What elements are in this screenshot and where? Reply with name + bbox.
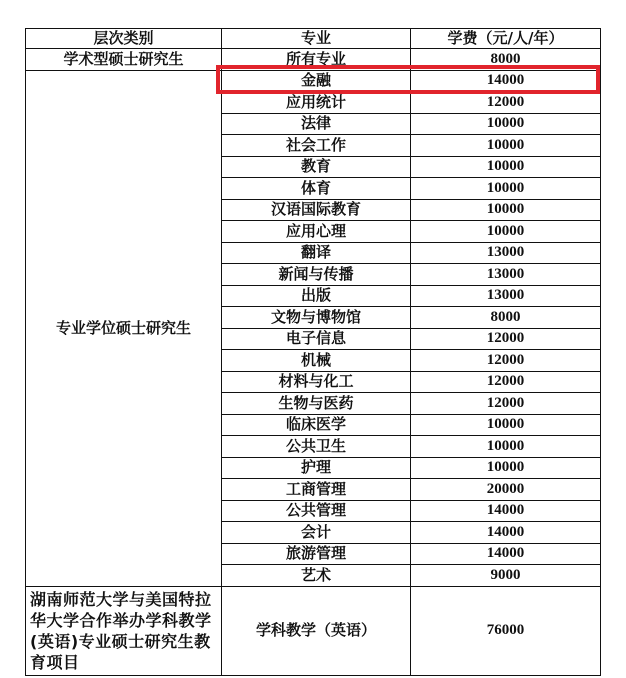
major-cell: 生物与医药 — [222, 393, 411, 415]
category-joint-program: 湖南师范大学与美国特拉华大学合作举办学科教学(英语)专业硕士研究生教育项目 — [26, 586, 222, 675]
fee-cell: 10000 — [411, 113, 601, 135]
table-row-joint-program — [26, 586, 601, 675]
header-category: 层次类别 — [26, 29, 222, 49]
fee-cell: 14000 — [411, 500, 601, 522]
major-cell: 所有专业 — [222, 49, 411, 71]
fee-cell: 9000 — [411, 565, 601, 587]
table-row-academic — [26, 49, 601, 71]
fee-cell: 13000 — [411, 285, 601, 307]
major-cell: 旅游管理 — [222, 543, 411, 565]
major-cell: 临床医学 — [222, 414, 411, 436]
major-cell: 电子信息 — [222, 328, 411, 350]
fee-cell: 10000 — [411, 135, 601, 157]
table-row — [26, 70, 601, 92]
major-cell: 体育 — [222, 178, 411, 200]
major-cell: 教育 — [222, 156, 411, 178]
fee-cell: 14000 — [411, 522, 601, 544]
fee-cell: 20000 — [411, 479, 601, 501]
category-professional: 专业学位硕士研究生 — [26, 70, 222, 586]
major-cell: 工商管理 — [222, 479, 411, 501]
major-cell: 社会工作 — [222, 135, 411, 157]
category-academic: 学术型硕士研究生 — [26, 49, 222, 71]
major-cell: 应用心理 — [222, 221, 411, 243]
major-cell: 汉语国际教育 — [222, 199, 411, 221]
tuition-fee-table — [25, 28, 601, 676]
fee-cell: 10000 — [411, 221, 601, 243]
fee-cell: 10000 — [411, 436, 601, 458]
fee-cell: 12000 — [411, 350, 601, 372]
major-cell: 学科教学（英语） — [222, 586, 411, 675]
major-cell: 材料与化工 — [222, 371, 411, 393]
major-cell: 出版 — [222, 285, 411, 307]
fee-cell: 10000 — [411, 457, 601, 479]
fee-cell: 12000 — [411, 371, 601, 393]
table-header-row — [26, 29, 601, 49]
fee-cell: 13000 — [411, 264, 601, 286]
fee-cell: 14000 — [411, 70, 601, 92]
fee-cell: 10000 — [411, 156, 601, 178]
major-cell: 翻译 — [222, 242, 411, 264]
header-major: 专业 — [222, 29, 411, 49]
major-cell: 公共管理 — [222, 500, 411, 522]
major-cell: 公共卫生 — [222, 436, 411, 458]
fee-cell: 10000 — [411, 414, 601, 436]
fee-cell: 12000 — [411, 328, 601, 350]
major-cell: 会计 — [222, 522, 411, 544]
fee-cell: 76000 — [411, 586, 601, 675]
major-cell: 护理 — [222, 457, 411, 479]
major-cell: 应用统计 — [222, 92, 411, 114]
fee-cell: 13000 — [411, 242, 601, 264]
major-cell: 金融 — [222, 70, 411, 92]
major-cell: 文物与博物馆 — [222, 307, 411, 329]
major-cell: 法律 — [222, 113, 411, 135]
header-fee: 学费（元/人/年） — [411, 29, 601, 49]
fee-cell: 8000 — [411, 49, 601, 71]
major-cell: 机械 — [222, 350, 411, 372]
major-cell: 新闻与传播 — [222, 264, 411, 286]
fee-cell: 10000 — [411, 199, 601, 221]
major-cell: 艺术 — [222, 565, 411, 587]
fee-cell: 12000 — [411, 92, 601, 114]
fee-cell: 8000 — [411, 307, 601, 329]
fee-cell: 14000 — [411, 543, 601, 565]
fee-cell: 12000 — [411, 393, 601, 415]
fee-cell: 10000 — [411, 178, 601, 200]
